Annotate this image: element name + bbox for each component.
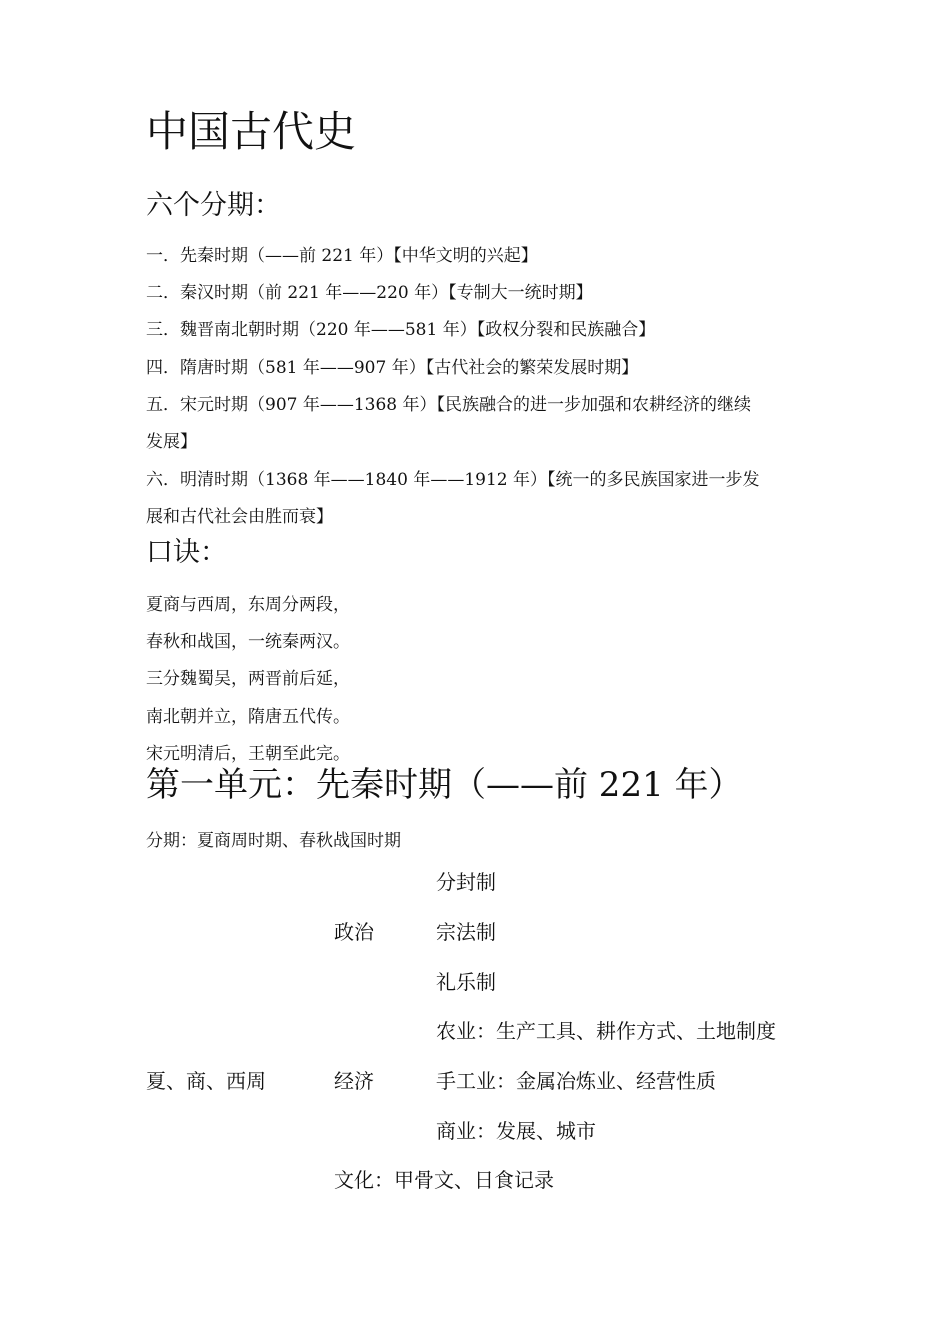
- culture-line: 文化：甲骨文、日食记录: [334, 1168, 554, 1192]
- period-item: 四．隋唐时期（581 年——907 年）【古代社会的繁荣发展时期】: [146, 358, 639, 378]
- mnemonic-line: 春秋和战国，一统秦两汉。: [146, 632, 350, 652]
- mnemonic-line: 三分魏蜀吴，两晋前后延，: [146, 669, 350, 689]
- economy-item: 手工业：金属冶炼业、经营性质: [436, 1069, 716, 1093]
- period-item: 三．魏晋南北朝时期（220 年——581 年）【政权分裂和民族融合】: [146, 320, 656, 340]
- period-item: 二．秦汉时期（前 221 年——220 年）【专制大一统时期】: [146, 283, 593, 303]
- economy-item: 商业：发展、城市: [436, 1119, 596, 1143]
- period-item-continuation: 发展】: [146, 432, 197, 452]
- economy-label: 经济: [334, 1069, 374, 1093]
- mnemonic-heading: 口诀：: [146, 537, 227, 568]
- era-label: 夏、商、西周: [146, 1069, 266, 1093]
- politics-label: 政治: [334, 920, 374, 944]
- politics-item: 礼乐制: [436, 970, 496, 994]
- mnemonic-line: 宋元明清后，王朝至此完。: [146, 744, 350, 764]
- page-title: 中国古代史: [146, 107, 357, 156]
- politics-item: 宗法制: [436, 920, 496, 944]
- period-item: 一．先秦时期（——前 221 年）【中华文明的兴起】: [146, 246, 538, 266]
- economy-item: 农业：生产工具、耕作方式、土地制度: [436, 1019, 776, 1043]
- period-item: 六．明清时期（1368 年——1840 年——1912 年）【统一的多民族国家进一步发: [146, 470, 760, 490]
- mnemonic-line: 夏商与西周，东周分两段，: [146, 595, 350, 615]
- mnemonic-line: 南北朝并立，隋唐五代传。: [146, 707, 350, 727]
- unit-title: 第一单元：先秦时期（——前 221 年）: [146, 765, 743, 805]
- periods-heading: 六个分期：: [146, 190, 281, 221]
- period-item: 五．宋元时期（907 年——1368 年）【民族融合的进一步加强和农耕经济的继续: [146, 395, 752, 415]
- unit-subdivision: 分期：夏商周时期、春秋战国时期: [146, 831, 401, 851]
- politics-item: 分封制: [436, 870, 496, 894]
- period-item-continuation: 展和古代社会由胜而衰】: [146, 507, 333, 527]
